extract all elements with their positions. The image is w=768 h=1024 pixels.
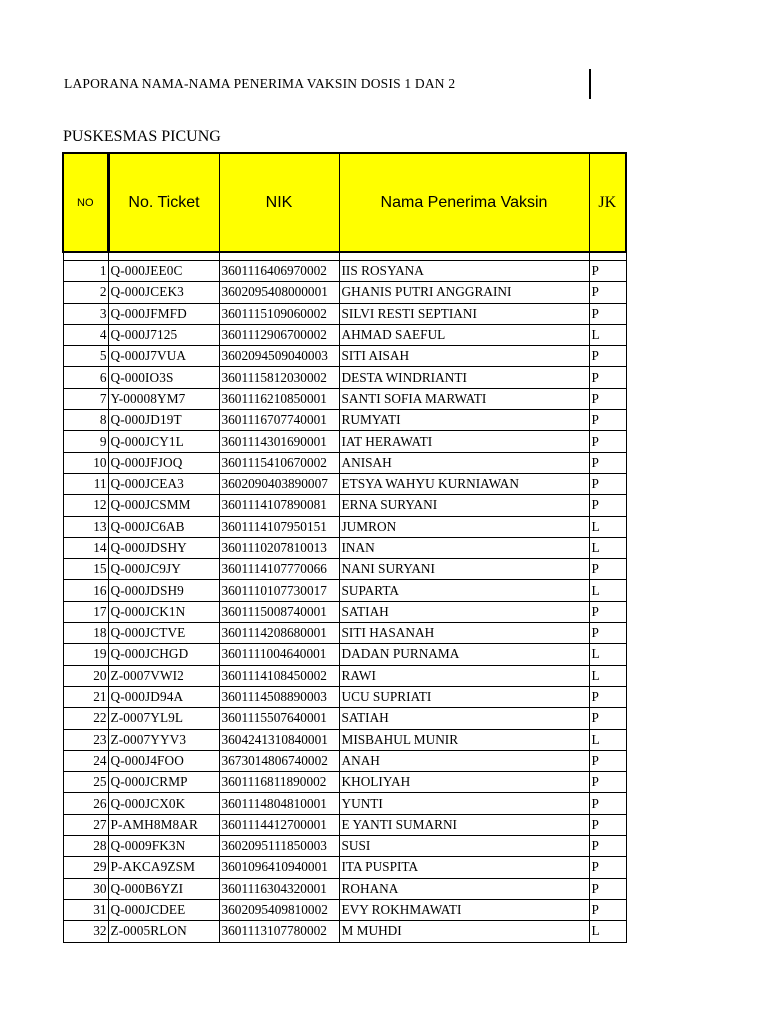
- cell-nik: 3601114107770066: [219, 559, 339, 580]
- table-row: [63, 729, 626, 750]
- cell-jk: P: [589, 282, 626, 303]
- cell-no: 26: [63, 793, 108, 814]
- cell-jk: P: [589, 750, 626, 771]
- cell-jk: P: [589, 431, 626, 452]
- table-row: [63, 921, 626, 942]
- cell-jk: L: [589, 537, 626, 558]
- table-row: [63, 793, 626, 814]
- cell-no: 9: [63, 431, 108, 452]
- cell-jk: P: [589, 836, 626, 857]
- cell-ticket: P-AMH8M8AR: [108, 814, 219, 835]
- cell-jk: P: [589, 623, 626, 644]
- cell-jk: P: [589, 899, 626, 920]
- cell-name: YUNTI: [339, 793, 589, 814]
- cell-ticket: P-AKCA9ZSM: [108, 857, 219, 878]
- cell-ticket: Q-000J7VUA: [108, 346, 219, 367]
- cell-jk: P: [589, 303, 626, 324]
- table-row: [63, 857, 626, 878]
- cell-nik: 3601116811890002: [219, 772, 339, 793]
- cell-no: 5: [63, 346, 108, 367]
- cell-nik: 3602095409810002: [219, 899, 339, 920]
- cell-jk: L: [589, 324, 626, 345]
- table-row: [63, 473, 626, 494]
- table-row: [63, 303, 626, 324]
- table-row: [63, 836, 626, 857]
- cell-nik: 3601116210850001: [219, 388, 339, 409]
- header-nik: NIK: [219, 153, 339, 252]
- cell-no: 32: [63, 921, 108, 942]
- report-title: LAPORANA NAMA-NAMA PENERIMA VAKSIN DOSIS 1 DAN 2: [64, 76, 456, 91]
- table-row: [63, 324, 626, 345]
- cell-ticket: Z-0007YYV3: [108, 729, 219, 750]
- cell-jk: P: [589, 473, 626, 494]
- cell-name: SATIAH: [339, 601, 589, 622]
- cell-no: 29: [63, 857, 108, 878]
- cell-jk: P: [589, 878, 626, 899]
- cell-jk: L: [589, 644, 626, 665]
- cell-jk: P: [589, 346, 626, 367]
- cell-name: DESTA WINDRIANTI: [339, 367, 589, 388]
- cell-name: SANTI SOFIA MARWATI: [339, 388, 589, 409]
- cell-nik: 3601114508890003: [219, 686, 339, 707]
- cell-no: 3: [63, 303, 108, 324]
- cell-no: 20: [63, 665, 108, 686]
- table-row: [63, 516, 626, 537]
- cell-ticket: Q-000JFJOQ: [108, 452, 219, 473]
- table-row: [63, 750, 626, 771]
- cell-jk: P: [589, 601, 626, 622]
- cell-ticket: Q-000IO3S: [108, 367, 219, 388]
- cell-name: AHMAD SAEFUL: [339, 324, 589, 345]
- cell-name: RUMYATI: [339, 410, 589, 431]
- cell-nik: 3601114208680001: [219, 623, 339, 644]
- cell-name: MISBAHUL MUNIR: [339, 729, 589, 750]
- cell-ticket: Z-0007VWI2: [108, 665, 219, 686]
- table-row: [63, 580, 626, 601]
- cell-ticket: Q-000JCX0K: [108, 793, 219, 814]
- cell-ticket: Q-000J7125: [108, 324, 219, 345]
- cell-jk: P: [589, 559, 626, 580]
- table-row: [63, 623, 626, 644]
- cell-ticket: Q-000JCK1N: [108, 601, 219, 622]
- cell-ticket: Y-00008YM7: [108, 388, 219, 409]
- cell-jk: P: [589, 772, 626, 793]
- cell-no: 13: [63, 516, 108, 537]
- table-row: [63, 559, 626, 580]
- cell-name: IAT HERAWATI: [339, 431, 589, 452]
- table-row: [63, 601, 626, 622]
- cell-nik: 3602095408000001: [219, 282, 339, 303]
- cell-ticket: Q-000JD94A: [108, 686, 219, 707]
- cell-ticket: Q-000JCY1L: [108, 431, 219, 452]
- cell-name: ETSYA WAHYU KURNIAWAN: [339, 473, 589, 494]
- cell-nik: 3601116406970002: [219, 261, 339, 282]
- cell-nik: 3602095111850003: [219, 836, 339, 857]
- cell-no: 17: [63, 601, 108, 622]
- cell-ticket: Q-000JCEK3: [108, 282, 219, 303]
- cell-name: M MUHDI: [339, 921, 589, 942]
- cell-ticket: Q-000JFMFD: [108, 303, 219, 324]
- cell-no: 14: [63, 537, 108, 558]
- cell-nik: 3601096410940001: [219, 857, 339, 878]
- cell-no: 12: [63, 495, 108, 516]
- cell-name: ANISAH: [339, 452, 589, 473]
- cell-jk: P: [589, 261, 626, 282]
- cell-name: SITI HASANAH: [339, 623, 589, 644]
- cell-name: SILVI RESTI SEPTIANI: [339, 303, 589, 324]
- cell-ticket: Q-000JCRMP: [108, 772, 219, 793]
- cell-nik: 3673014806740002: [219, 750, 339, 771]
- report-subtitle: PUSKESMAS PICUNG: [63, 128, 221, 145]
- cell-ticket: Q-000JCEA3: [108, 473, 219, 494]
- header-jk: JK: [589, 153, 626, 252]
- cell-name: JUMRON: [339, 516, 589, 537]
- header-no: NO: [63, 153, 108, 252]
- cell-no: 1: [63, 261, 108, 282]
- cell-ticket: Q-000JEE0C: [108, 261, 219, 282]
- table-row: [63, 346, 626, 367]
- cell-no: 2: [63, 282, 108, 303]
- table-row: [63, 814, 626, 835]
- cell-name: GHANIS PUTRI ANGGRAINI: [339, 282, 589, 303]
- cell-no: 28: [63, 836, 108, 857]
- table-row: [63, 665, 626, 686]
- cell-name: UCU SUPRIATI: [339, 686, 589, 707]
- cell-nik: 3601110207810013: [219, 537, 339, 558]
- cell-nik: 3601111004640001: [219, 644, 339, 665]
- cell-no: 21: [63, 686, 108, 707]
- cell-name: ANAH: [339, 750, 589, 771]
- cell-jk: P: [589, 814, 626, 835]
- cell-ticket: Q-000JC6AB: [108, 516, 219, 537]
- spacer-row: [63, 252, 626, 261]
- cell-nik: 3601114108450002: [219, 665, 339, 686]
- cell-nik: 3601110107730017: [219, 580, 339, 601]
- table-row: [63, 367, 626, 388]
- cell-name: SATIAH: [339, 708, 589, 729]
- cell-jk: P: [589, 857, 626, 878]
- table-header-row: [63, 153, 626, 252]
- cell-nik: 3601112906700002: [219, 324, 339, 345]
- cell-jk: P: [589, 410, 626, 431]
- table-row: [63, 410, 626, 431]
- table-row: [63, 899, 626, 920]
- cell-no: 25: [63, 772, 108, 793]
- header-name: Nama Penerima Vaksin: [339, 153, 589, 252]
- cell-jk: L: [589, 665, 626, 686]
- cell-no: 4: [63, 324, 108, 345]
- cell-nik: 3601116707740001: [219, 410, 339, 431]
- table-body: [63, 252, 626, 942]
- cell-name: SUPARTA: [339, 580, 589, 601]
- cell-ticket: Q-000JCHGD: [108, 644, 219, 665]
- table-row: [63, 686, 626, 707]
- cell-jk: P: [589, 686, 626, 707]
- cell-nik: 3601116304320001: [219, 878, 339, 899]
- cell-nik: 3601115109060002: [219, 303, 339, 324]
- cell-jk: P: [589, 367, 626, 388]
- cell-jk: P: [589, 793, 626, 814]
- cell-no: 22: [63, 708, 108, 729]
- cell-name: SITI AISAH: [339, 346, 589, 367]
- cell-ticket: Q-000JC9JY: [108, 559, 219, 580]
- cell-no: 27: [63, 814, 108, 835]
- cell-name: RAWI: [339, 665, 589, 686]
- cell-ticket: Q-000J4FOO: [108, 750, 219, 771]
- cell-no: 30: [63, 878, 108, 899]
- table-row: [63, 644, 626, 665]
- cell-nik: 3601114107890081: [219, 495, 339, 516]
- table-row: [63, 282, 626, 303]
- cell-ticket: Q-000JD19T: [108, 410, 219, 431]
- cell-nik: 3602090403890007: [219, 473, 339, 494]
- cell-no: 11: [63, 473, 108, 494]
- cell-name: INAN: [339, 537, 589, 558]
- table-row: [63, 431, 626, 452]
- text-cursor: [589, 69, 591, 99]
- cell-name: SUSI: [339, 836, 589, 857]
- table-row: [63, 772, 626, 793]
- cell-nik: 3601114412700001: [219, 814, 339, 835]
- cell-no: 31: [63, 899, 108, 920]
- cell-name: ITA PUSPITA: [339, 857, 589, 878]
- cell-nik: 3604241310840001: [219, 729, 339, 750]
- cell-no: 18: [63, 623, 108, 644]
- cell-name: EVY ROKHMAWATI: [339, 899, 589, 920]
- cell-no: 6: [63, 367, 108, 388]
- cell-ticket: Q-000JDSH9: [108, 580, 219, 601]
- cell-ticket: Q-000JDSHY: [108, 537, 219, 558]
- cell-nik: 3601115812030002: [219, 367, 339, 388]
- header-ticket: No. Ticket: [108, 153, 219, 252]
- cell-jk: P: [589, 708, 626, 729]
- cell-ticket: Q-000B6YZI: [108, 878, 219, 899]
- cell-no: 8: [63, 410, 108, 431]
- cell-ticket: Q-000JCSMM: [108, 495, 219, 516]
- cell-no: 7: [63, 388, 108, 409]
- cell-nik: 3601114107950151: [219, 516, 339, 537]
- cell-jk: L: [589, 516, 626, 537]
- cell-name: KHOLIYAH: [339, 772, 589, 793]
- cell-name: NANI SURYANI: [339, 559, 589, 580]
- cell-nik: 3601113107780002: [219, 921, 339, 942]
- cell-no: 16: [63, 580, 108, 601]
- cell-name: IIS ROSYANA: [339, 261, 589, 282]
- cell-jk: P: [589, 495, 626, 516]
- cell-no: 23: [63, 729, 108, 750]
- cell-ticket: Q-000JCTVE: [108, 623, 219, 644]
- cell-no: 19: [63, 644, 108, 665]
- cell-no: 10: [63, 452, 108, 473]
- cell-name: DADAN PURNAMA: [339, 644, 589, 665]
- table-row: [63, 537, 626, 558]
- recipients-table: [62, 152, 627, 943]
- cell-nik: 3601115507640001: [219, 708, 339, 729]
- cell-name: ROHANA: [339, 878, 589, 899]
- cell-nik: 3601115008740001: [219, 601, 339, 622]
- cell-nik: 3601114804810001: [219, 793, 339, 814]
- cell-jk: L: [589, 921, 626, 942]
- cell-name: ERNA SURYANI: [339, 495, 589, 516]
- cell-no: 15: [63, 559, 108, 580]
- table-row: [63, 388, 626, 409]
- table-row: [63, 708, 626, 729]
- cell-ticket: Z-0007YL9L: [108, 708, 219, 729]
- cell-nik: 3602094509040003: [219, 346, 339, 367]
- cell-ticket: Q-0009FK3N: [108, 836, 219, 857]
- cell-jk: P: [589, 388, 626, 409]
- cell-jk: L: [589, 580, 626, 601]
- cell-name: E YANTI SUMARNI: [339, 814, 589, 835]
- cell-ticket: Z-0005RLON: [108, 921, 219, 942]
- cell-no: 24: [63, 750, 108, 771]
- table-row: [63, 495, 626, 516]
- table-row: [63, 878, 626, 899]
- cell-ticket: Q-000JCDEE: [108, 899, 219, 920]
- table-row: [63, 452, 626, 473]
- cell-jk: P: [589, 452, 626, 473]
- cell-jk: L: [589, 729, 626, 750]
- cell-nik: 3601115410670002: [219, 452, 339, 473]
- table-row: [63, 261, 626, 282]
- cell-nik: 3601114301690001: [219, 431, 339, 452]
